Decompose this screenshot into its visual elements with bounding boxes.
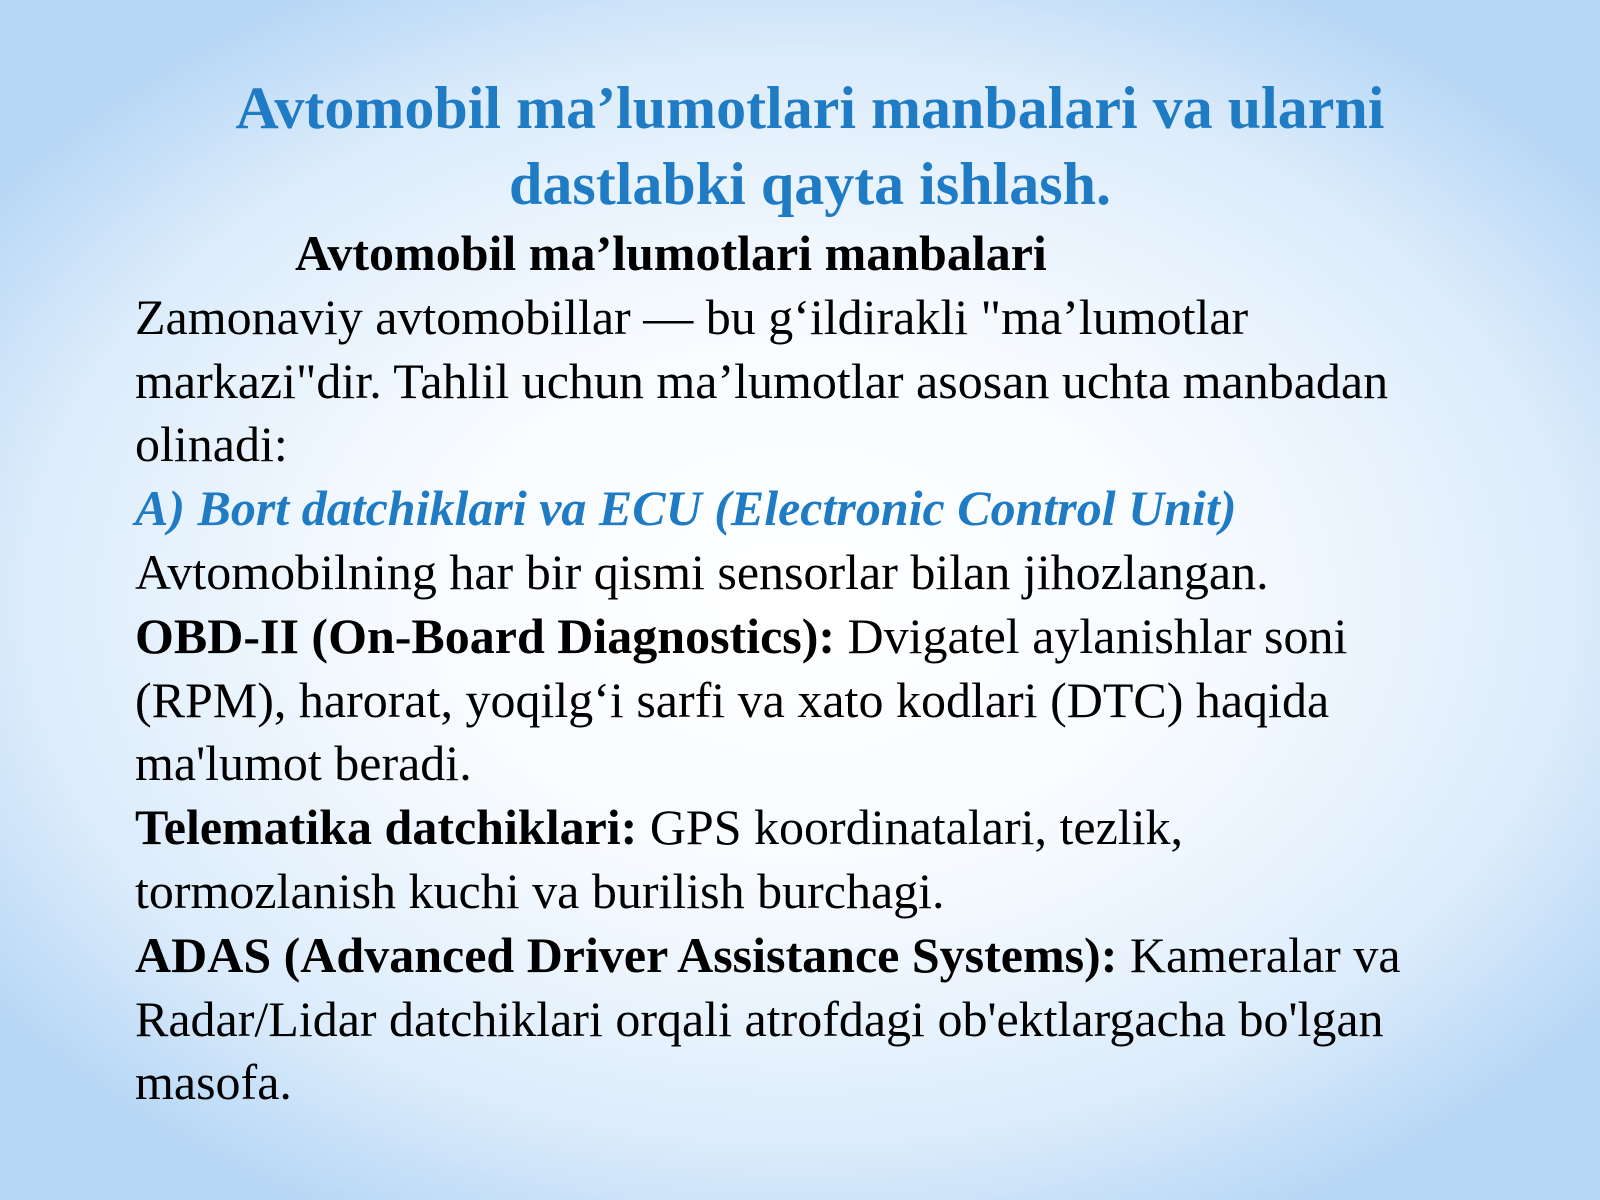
slide-title-line-2: dastlabki qayta ishlash.	[509, 151, 1111, 217]
intro-line-1: Zamonaviy avtomobillar — bu g‘ildirakli "ma’lumotlar	[135, 288, 1249, 345]
obd-line-1	[135, 605, 1535, 669]
section-a-heading: A) Bort datchiklari va ECU (Electronic Control Unit)	[135, 480, 1237, 537]
adas-label: ADAS (Advanced Driver Assistance Systems):	[135, 926, 1118, 983]
intro-line-2: markazi"dir. Tahlil uchun ma’lumotlar asosan uchta manbadan	[135, 352, 1389, 409]
section-subheading: Avtomobil ma’lumotlari manbalari	[295, 225, 1047, 281]
slide-title-line-1: Avtomobil ma’lumotlari manbalari va ularni	[235, 75, 1385, 141]
adas-line-1	[135, 924, 1535, 988]
adas-line-3: masofa.	[135, 1054, 292, 1111]
obd-line-2: (RPM), harorat, yoqilg‘i sarfi va xato kodlari (DTC) haqida	[135, 671, 1330, 728]
adas-line-2: Radar/Lidar datchiklari orqali atrofdagi ob'ektlargacha bo'lgan	[135, 990, 1384, 1047]
adas-text-1: Kameralar va	[1117, 926, 1401, 983]
slide-body	[135, 222, 1535, 1115]
telematics-line-1	[135, 796, 1535, 860]
telematics-text-1: GPS koordinatalari, tezlik,	[637, 799, 1184, 856]
telematics-line-2: tormozlanish kuchi va burilish burchagi.	[135, 862, 945, 919]
telematics-label: Telematika datchiklari:	[135, 799, 638, 856]
obd-label: OBD-II (On-Board Diagnostics):	[135, 607, 836, 664]
intro-line-3: olinadi:	[135, 416, 288, 473]
slide-title	[170, 70, 1450, 222]
obd-line-3: ma'lumot beradi.	[135, 735, 472, 792]
section-a-text: Avtomobilning har bir qismi sensorlar bilan jihozlangan.	[135, 543, 1269, 600]
obd-text-1: Dvigatel aylanishlar soni	[835, 607, 1348, 664]
